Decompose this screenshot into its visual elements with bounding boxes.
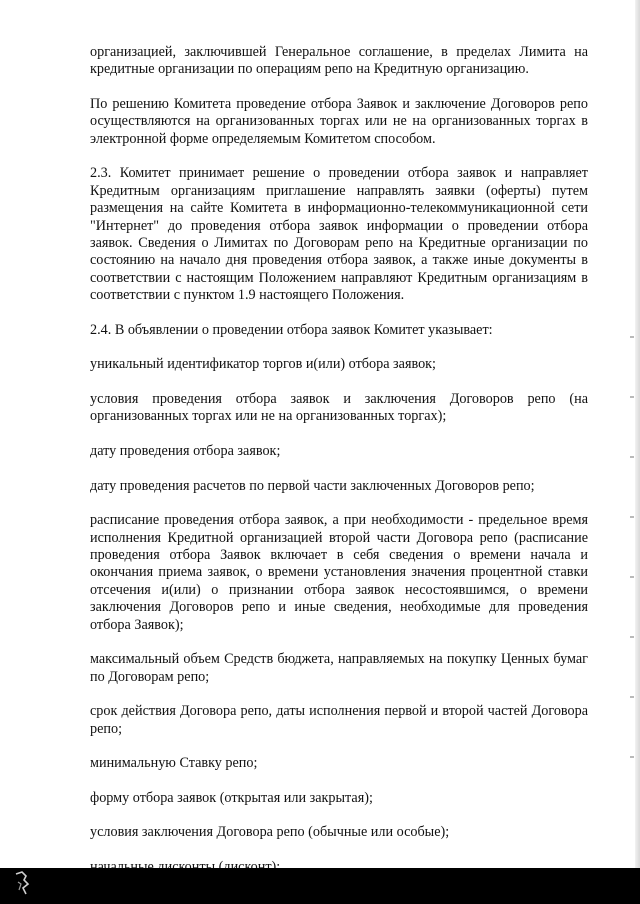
scan-edge-marks xyxy=(630,300,634,780)
document-body xyxy=(90,44,588,894)
list-item-conditions: условия проведения отбора заявок и заключения Договоров репо (на организованных торгах или не на организованных торгах); xyxy=(90,391,588,425)
paragraph-limit-continuation: организацией, заключившей Генеральное соглашение, в пределах Лимита на кредитные организации по операциям репо на Кредитную организацию. xyxy=(90,44,588,78)
scan-bottom-band xyxy=(0,868,640,904)
page-right-edge xyxy=(635,0,640,868)
paragraph-section-2-3: 2.3. Комитет принимает решение о проведении отбора заявок и направляет Кредитным организациям приглашение направлять заявки (оферты) путем размещения на сайте Комитета в информационно-телекоммуникационной сети "Интернет" до проведения отбора заявок информации о проведении отбора заявок. Сведения о Лимитах по Договорам репо на Кредитные организации по состоянию на начало дня проведения отбора заявок, а также иные документы в соответствии с настоящим Положением направляют Кредитным организациям в соответствии с пунктом 1.9 настоящего Положения. xyxy=(90,165,588,304)
list-item-identifier: уникальный идентификатор торгов и(или) отбора заявок; xyxy=(90,356,436,373)
list-item-max-volume: максимальный объем Средств бюджета, направляемых на покупку Ценных бумаг по Договорам репо; xyxy=(90,651,588,685)
list-item-contract-conditions: условия заключения Договора репо (обычные или особые); xyxy=(90,824,450,841)
list-item-schedule: расписание проведения отбора заявок, а при необходимости - предельное время исполнения Кредитной организацией второй части Договора репо (расписание проведения отбора Заявок включает в себя сведения о времени начала и окончания приема заявок, о времени установления значения процентной ставки отсечения и(или) о признании отбора заявок несостоявшимся, о времени заключения Договоров репо и иные сведения, необходимые для проведения отбора Заявок); xyxy=(90,512,588,633)
list-item-selection-date: дату проведения отбора заявок; xyxy=(90,443,281,460)
list-item-min-rate: минимальную Ставку репо; xyxy=(90,755,258,772)
list-item-selection-form: форму отбора заявок (открытая или закрытая); xyxy=(90,789,373,806)
scan-artifact-mark xyxy=(14,870,32,896)
paragraph-section-2-4: 2.4. В объявлении о проведении отбора заявок Комитет указывает: xyxy=(90,321,493,338)
list-item-settlement-date: дату проведения расчетов по первой части заключенных Договоров репо; xyxy=(90,477,535,494)
paragraph-committee-decision: По решению Комитета проведение отбора Заявок и заключение Договоров репо осуществляются на организованных торгах или не на организованных торгах в электронной форме определяемым Комитетом способом. xyxy=(90,96,588,147)
list-item-term: срок действия Договора репо, даты исполнения первой и второй частей Договора репо; xyxy=(90,703,588,737)
